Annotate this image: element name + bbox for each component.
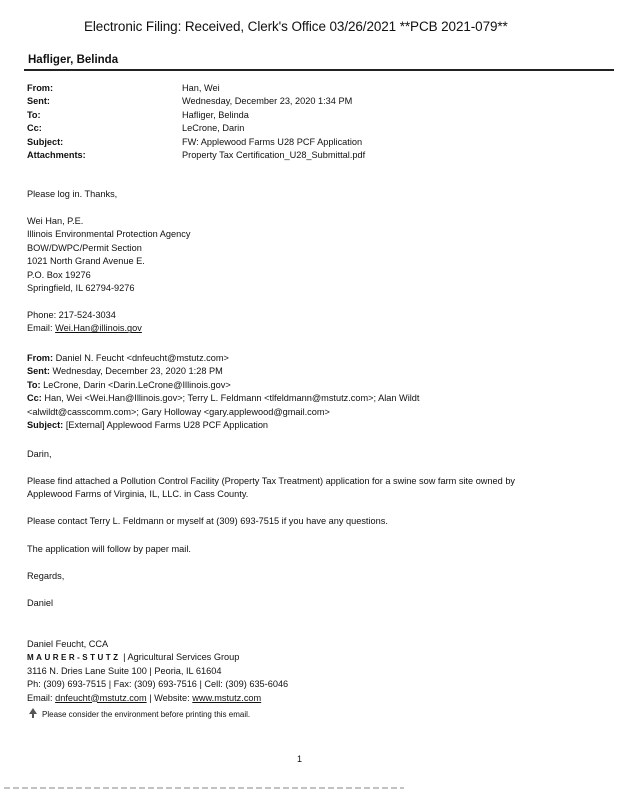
efiling-stamp: Electronic Filing: Received, Clerk's Office 03/26/2021 **PCB 2021-079**: [84, 19, 508, 34]
sig1-name: Wei Han, P.E.: [27, 216, 84, 226]
sig1-pobox: P.O. Box 19276: [27, 269, 91, 280]
sig1-email-link[interactable]: Wei.Han@illinois.gov: [55, 323, 142, 334]
header-label-to: To:: [27, 109, 41, 120]
signature-daniel: [27, 638, 288, 721]
header-value-from: Han, Wei: [182, 83, 220, 93]
header-values: [182, 82, 365, 162]
page-number: 1: [297, 754, 303, 764]
header-value-attachment[interactable]: Property Tax Certification_U28_Submittal.pdf: [182, 149, 366, 160]
header-label-cc: Cc:: [27, 123, 42, 134]
header-label-subject: Subject:: [27, 136, 64, 147]
sig2-website-label: | Website:: [146, 692, 193, 703]
fwd-sent-label: Sent:: [27, 366, 50, 377]
fwd-from-line: [27, 352, 419, 365]
sig1-email-label: Email:: [27, 323, 56, 334]
sig2-email-link[interactable]: dnfeucht@mstutz.com: [55, 692, 147, 703]
paragraph-3: The application will follow by paper mail.: [27, 544, 191, 554]
greeting: Darin,: [27, 449, 52, 459]
para1-line1: Please find attached a Pollution Control Facility (Property Tax Treatment) application for a swine sow farm site owned by: [27, 476, 516, 486]
fwd-to-line: [27, 379, 419, 392]
sig2-company-line: [27, 651, 288, 664]
fwd-from-value: Daniel N. Feucht <dnfeucht@mstutz.com>: [55, 353, 229, 363]
sig2-name: Daniel Feucht, CCA: [27, 639, 109, 649]
fwd-to-label: To:: [27, 379, 41, 390]
sig1-city: Springfield, IL 62794-9276: [27, 282, 135, 293]
header-label-sent: Sent:: [27, 96, 50, 107]
fwd-from-label: From:: [27, 353, 54, 363]
header-value-to: Hafliger, Belinda: [182, 109, 249, 120]
fwd-subject-line: [27, 419, 419, 432]
scan-artifact-line: [4, 787, 404, 789]
sig1-email-line: [27, 322, 142, 335]
header-value-subject: FW: Applewood Farms U28 PCF Application: [182, 136, 363, 147]
header-label-from: From:: [27, 83, 54, 93]
sig2-address: 3116 N. Dries Lane Suite 100 | Peoria, IL 61604: [27, 665, 222, 676]
fwd-subject-value: [External] Applewood Farms U28 PCF Application: [65, 419, 269, 430]
fwd-sent-line: [27, 365, 419, 378]
paragraph-1: [27, 475, 515, 502]
header-labels: [27, 82, 86, 162]
sig2-env-line: [27, 708, 288, 721]
fwd-sent-value: Wednesday, December 23, 2020 1:28 PM: [52, 366, 223, 377]
closing-regards: Regards,: [27, 571, 65, 581]
paragraph-2: Please contact Terry L. Feldmann or myself at (309) 693-7515 if you have any questions.: [27, 516, 388, 526]
header-rule: [24, 69, 614, 71]
mailbox-owner-name: Hafliger, Belinda: [28, 54, 119, 66]
sig2-email-web: [27, 692, 288, 705]
sig1-section: BOW/DWPC/Permit Section: [27, 242, 142, 253]
intro-line: Please log in. Thanks,: [27, 189, 118, 199]
sig1-agency: Illinois Environmental Protection Agency: [27, 229, 191, 240]
fwd-cc-line: [27, 392, 419, 405]
sig2-env-note: Please consider the environment before printing this email.: [42, 709, 251, 719]
fwd-cc-continued: <alwildt@casscomm.com>; Gary Holloway <gary.applewood@gmail.com>: [27, 406, 330, 417]
header-value-cc: LeCrone, Darin: [182, 123, 245, 134]
fwd-subject-label: Subject:: [27, 419, 64, 430]
sig1-street: 1021 North Grand Avenue E.: [27, 256, 145, 267]
signature-wei-han: [27, 215, 190, 295]
header-value-sent: Wednesday, December 23, 2020 1:34 PM: [182, 96, 353, 107]
contact-wei-han: [27, 309, 142, 336]
fwd-cc-value-1: Han, Wei <Wei.Han@Illinois.gov>; Terry L. Feldmann <tlfeldmann@mstutz.com>; Alan Wildt: [44, 393, 420, 404]
sig1-phone: Phone: 217-524-3034: [27, 310, 116, 320]
forwarded-header: [27, 352, 419, 432]
para1-line2: Applewood Farms of Virginia, IL, LLC. in Cass County.: [27, 489, 249, 500]
closing-name: Daniel: [27, 598, 54, 608]
tree-icon: [27, 708, 39, 718]
maurer-stutz-logo: MAURER-STUTZ: [27, 653, 121, 663]
sig2-phones: Ph: (309) 693-7515 | Fax: (309) 693-7516 | Cell: (309) 635-6046: [27, 679, 289, 690]
sig2-email-label: Email:: [27, 692, 56, 703]
sig2-group: | Agricultural Services Group: [120, 652, 240, 663]
header-label-attachments: Attachments:: [27, 149, 86, 160]
sig2-website-link[interactable]: www.mstutz.com: [192, 692, 262, 703]
fwd-to-value: LeCrone, Darin <Darin.LeCrone@Illinois.gov>: [43, 379, 231, 390]
fwd-cc-label: Cc:: [27, 393, 42, 404]
